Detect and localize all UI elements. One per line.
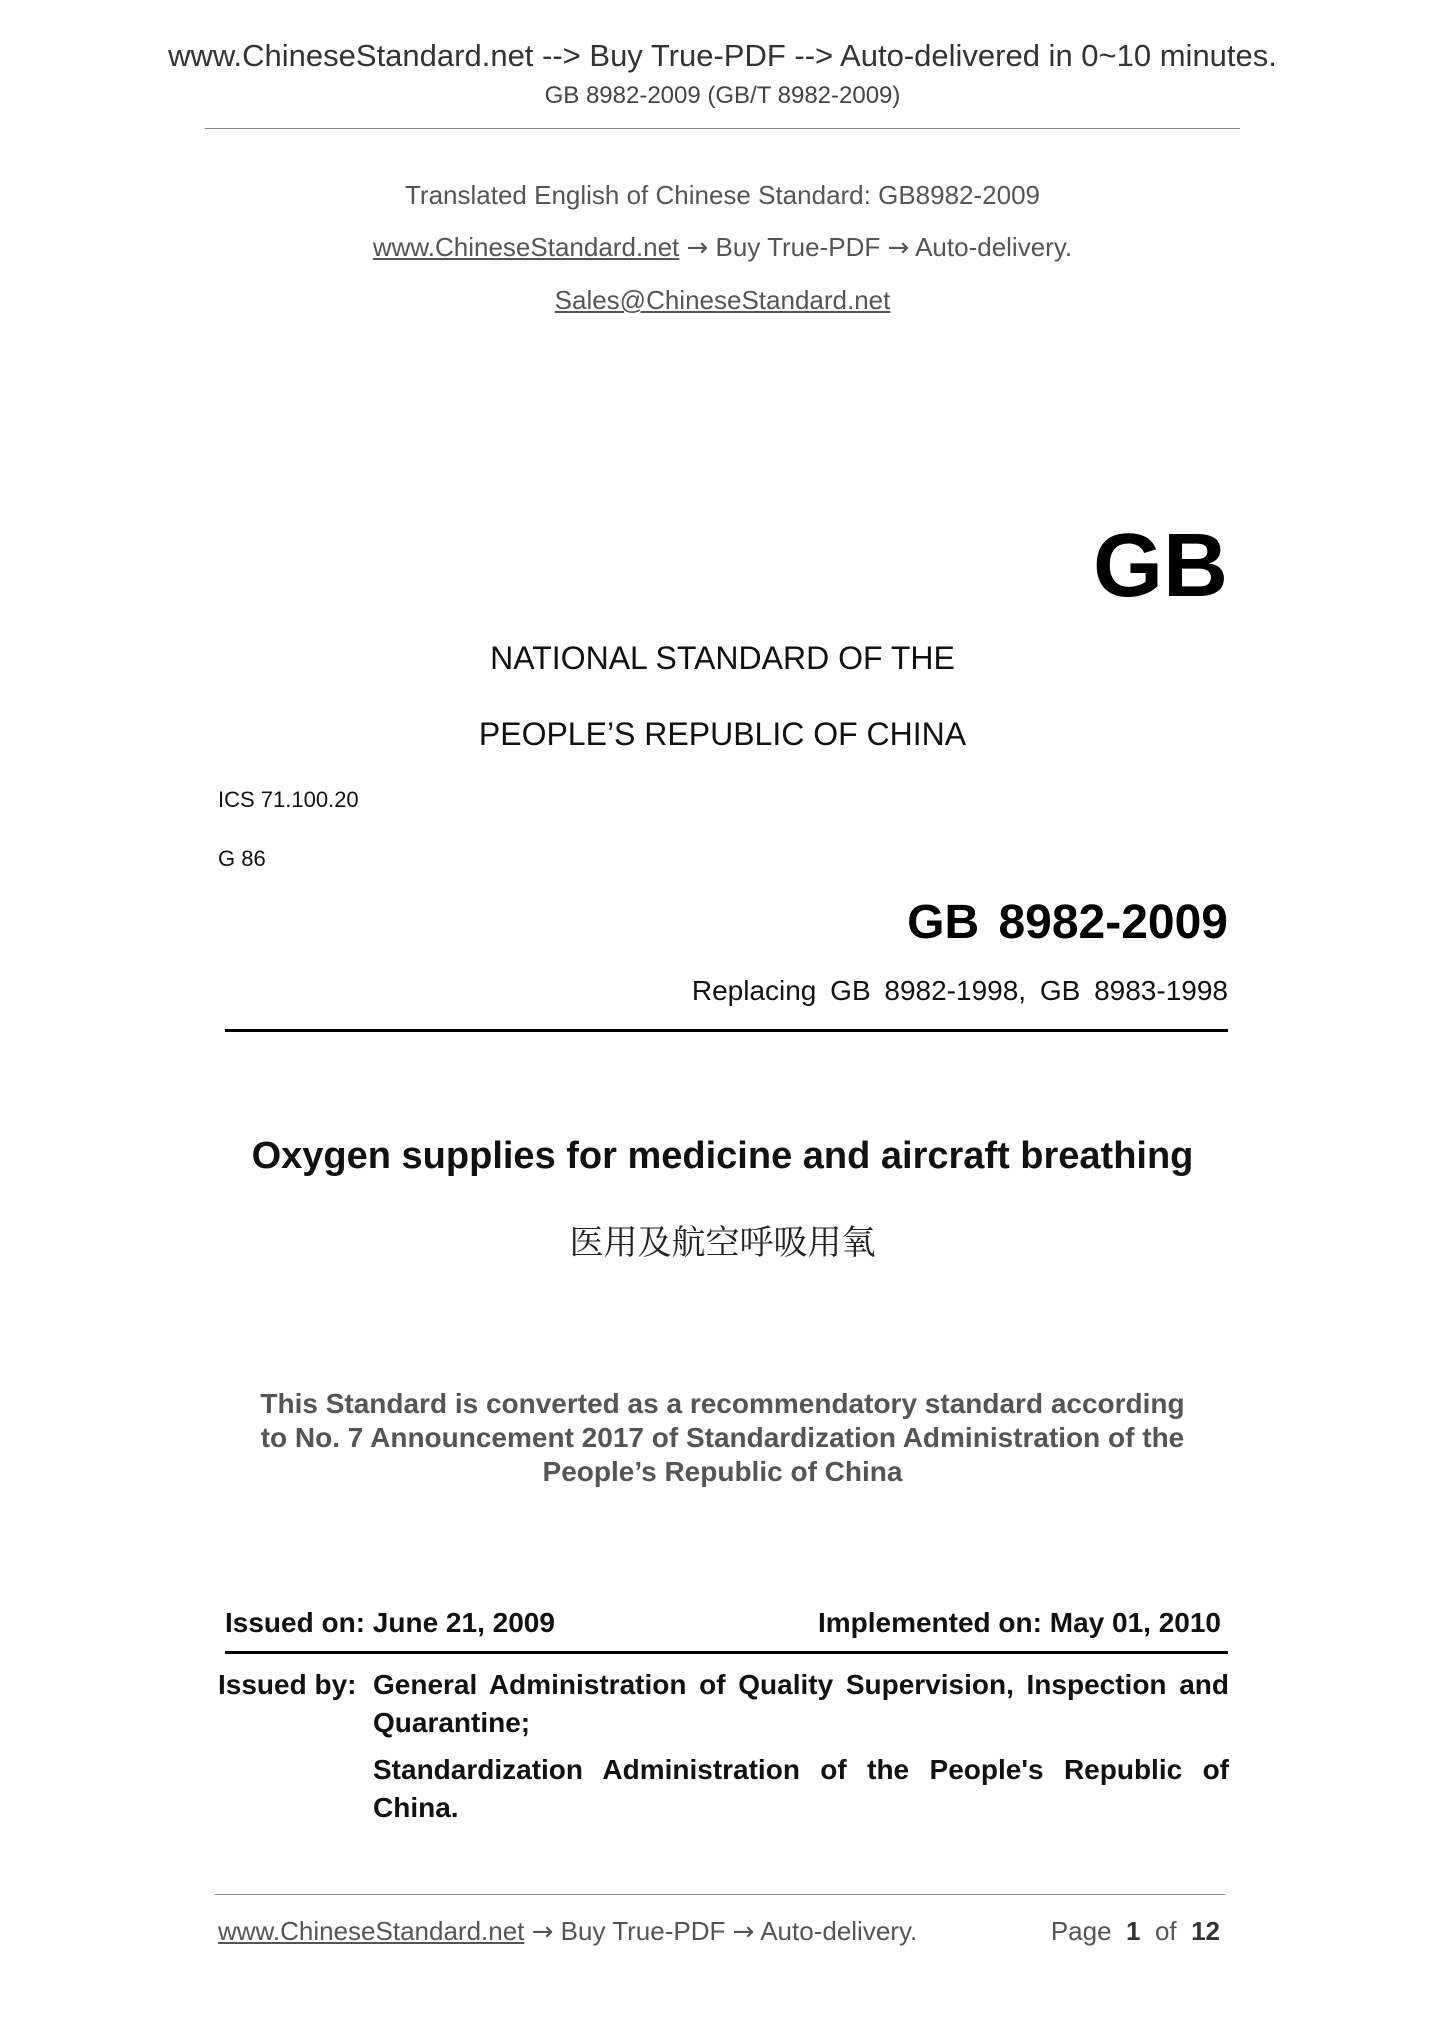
- translation-title: Translated English of Chinese Standard: GB8982-2009: [405, 180, 1040, 210]
- translation-links: [0, 232, 1445, 263]
- arrow-right-icon: →: [531, 1917, 554, 1947]
- implemented-on-date: Implemented on: May 01, 2010: [817, 1607, 1221, 1638]
- footer-delivery-text: Auto-delivery.: [760, 1916, 918, 1946]
- national-standard-line1: NATIONAL STANDARD OF THE: [490, 640, 955, 676]
- footer-divider: [215, 1894, 1225, 1895]
- header-divider: [205, 128, 1240, 129]
- gb-logo-mark: GB: [1093, 516, 1228, 616]
- dates-divider: [225, 1651, 1228, 1654]
- issued-by-label: Issued by:: [218, 1669, 357, 1700]
- page-current: 1: [1126, 1916, 1141, 1946]
- of-label: of: [1154, 1916, 1177, 1946]
- sales-email-row: [0, 285, 1445, 316]
- national-standard-line2: PEOPLE’S REPUBLIC OF CHINA: [478, 716, 967, 752]
- arrow-right-icon: →: [887, 233, 910, 263]
- page-indicator: [1051, 1916, 1220, 1947]
- sales-email-link[interactable]: Sales@ChineseStandard.net: [554, 285, 891, 315]
- site-link[interactable]: www.ChineseStandard.net: [372, 232, 680, 262]
- standard-number: GB 8982-2009: [907, 896, 1228, 949]
- ics-code: ICS 71.100.20: [218, 787, 359, 812]
- footer-links: [218, 1916, 917, 1947]
- conversion-notice: [235, 1387, 1210, 1489]
- arrow-right-icon: →: [732, 1917, 755, 1947]
- header-banner: www.ChineseStandard.net --> Buy True-PDF --> Auto-delivered in 0~10 minutes.: [168, 38, 1277, 73]
- delivery-text: Auto-delivery.: [915, 232, 1073, 262]
- issuer-2: Standardization Administration of the People's Republic of China.: [373, 1754, 1229, 1823]
- title-divider: [225, 1029, 1228, 1032]
- ccs-code: G 86: [218, 846, 266, 871]
- notice-line: This Standard is converted as a recommendatory standard according: [260, 1388, 1185, 1419]
- replacing-standards: Replacing GB 8982-1998, GB 8983-1998: [691, 975, 1228, 1006]
- notice-line: to No. 7 Announcement 2017 of Standardization Administration of the: [260, 1422, 1185, 1453]
- notice-line: People’s Republic of China: [542, 1456, 903, 1487]
- arrow-right-icon: →: [686, 233, 709, 263]
- issued-on-date: Issued on: June 21, 2009: [225, 1607, 555, 1638]
- page-label: Page: [1050, 1916, 1112, 1946]
- issuer-1: General Administration of Quality Supervision, Inspection and Quarantine;: [373, 1669, 1229, 1738]
- page-total: 12: [1191, 1916, 1220, 1946]
- document-title-cn: 医用及航空呼吸用氧: [569, 1223, 876, 1263]
- header-standard-code: GB 8982-2009 (GB/T 8982-2009): [544, 82, 901, 109]
- buy-text: Buy True-PDF: [715, 232, 881, 262]
- document-title-en: Oxygen supplies for medicine and aircraft breathing: [251, 1135, 1194, 1177]
- footer-buy-text: Buy True-PDF: [560, 1916, 726, 1946]
- footer-site-link[interactable]: www.ChineseStandard.net: [218, 1916, 525, 1946]
